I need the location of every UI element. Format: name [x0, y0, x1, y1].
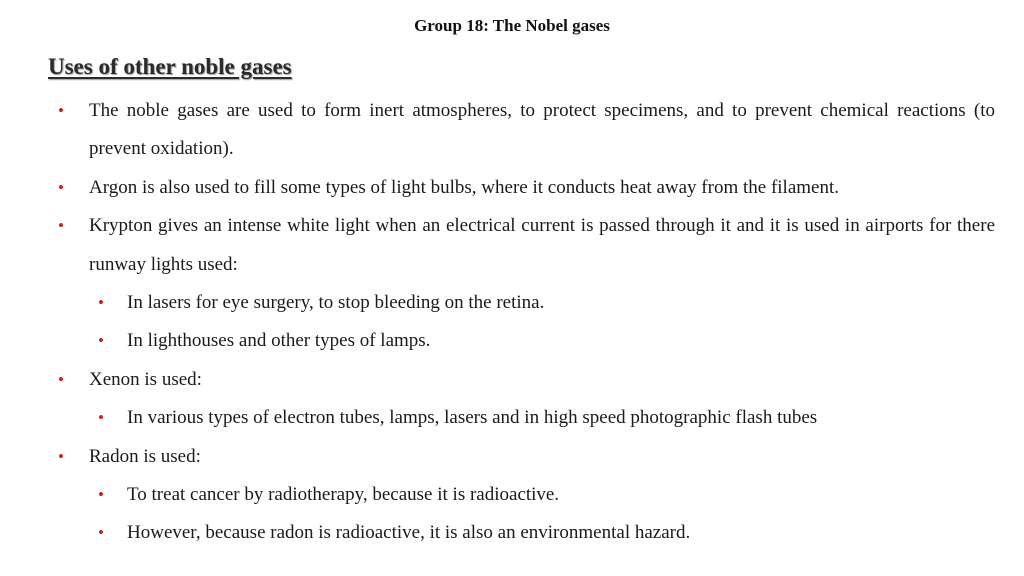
bullet-item-radon	[0, 438, 995, 476]
sub-bullet-item-electron-tubes	[0, 399, 995, 437]
bullet-item-argon	[0, 169, 995, 207]
bullet-dot-icon: •	[58, 101, 64, 120]
bullet-dot-icon: •	[98, 523, 104, 543]
bullet-dot-icon: •	[58, 177, 64, 197]
bullet-text: In various types of electron tubes, lamps, lasers and in high speed photographic flash tubes	[127, 407, 818, 429]
bullet-text: To treat cancer by radiotherapy, because it is radioactive.	[127, 484, 560, 506]
bullet-text: Xenon is used:	[89, 368, 202, 390]
bullet-dot-icon: •	[58, 369, 64, 389]
bullet-text: In lighthouses and other types of lamps.	[127, 330, 431, 352]
bullet-dot-icon: •	[58, 446, 64, 466]
bullet-text: The noble gases are used to form inert atmospheres, to protect specimens, and to prevent chemical reactions (to prevent oxidation).	[89, 100, 995, 160]
bullet-dot-icon: •	[98, 293, 104, 313]
bullet-text: Krypton gives an intense white light when an electrical current is passed through it and it is used in airports for there runway lights used:	[89, 215, 995, 275]
bullet-dot-icon: •	[98, 408, 104, 428]
bullet-dot-icon: •	[98, 485, 104, 505]
bullet-text: However, because radon is radioactive, it is also an environmental hazard.	[127, 522, 691, 544]
sub-bullet-item-lasers	[0, 284, 995, 322]
sub-bullet-item-cancer	[0, 476, 995, 514]
sub-bullet-item-hazard	[0, 514, 995, 552]
bullet-list	[0, 92, 1024, 553]
bullet-text: Radon is used:	[89, 445, 201, 467]
sub-bullet-item-lighthouses	[0, 322, 995, 360]
bullet-dot-icon: •	[58, 216, 64, 236]
bullet-item-xenon	[0, 361, 995, 399]
bullet-item-krypton	[0, 207, 995, 284]
bullet-dot-icon: •	[98, 331, 104, 351]
bullet-text: Argon is also used to fill some types of light bulbs, where it conducts heat away from the filament.	[89, 176, 839, 198]
bullet-text: In lasers for eye surgery, to stop bleeding on the retina.	[127, 292, 545, 314]
section-title: Uses of other noble gases	[48, 54, 292, 79]
bullet-item-inert-atmospheres	[0, 92, 995, 169]
slide-header: Group 18: The Nobel gases	[414, 16, 610, 35]
